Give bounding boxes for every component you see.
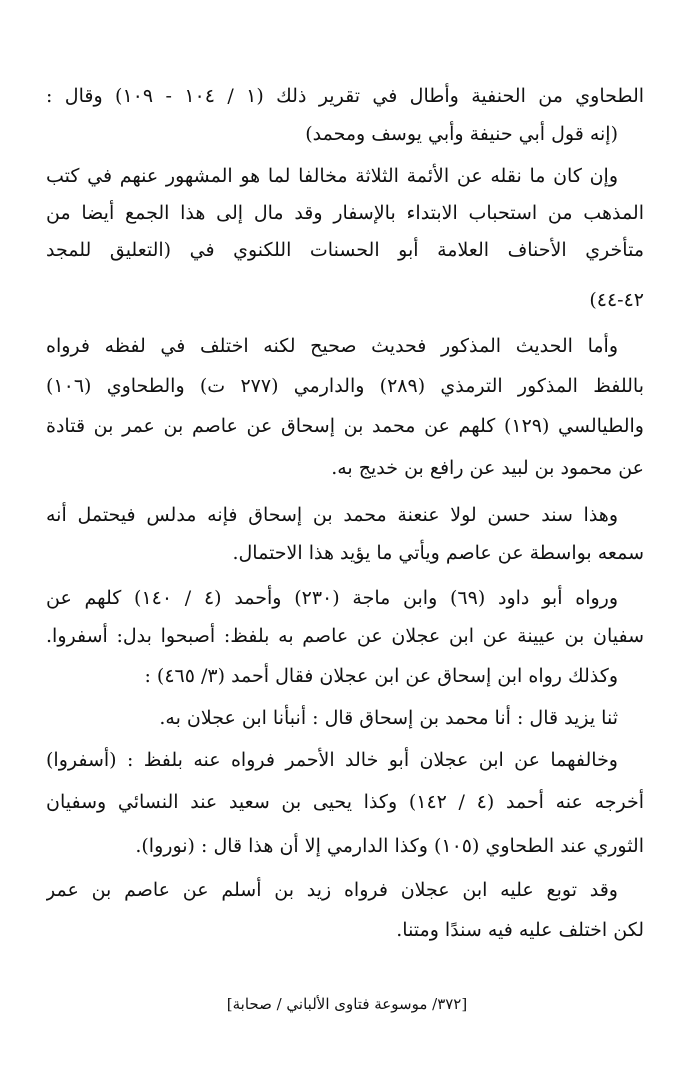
- text-line: الثوري عند الطحاوي (١٠٥) وكذا الدارمي إلا أن هذا قال : (نوروا).: [135, 835, 644, 857]
- text-line: أخرجه عنه أحمد (٤ / ١٤٢) وكذا يحيى بن سعيد عند النسائي وسفيان: [46, 791, 644, 813]
- text-line: المذهب من استحباب الابتداء بالإسفار وقد مال إلى هذا الجمع أيضا من: [46, 202, 644, 224]
- text-line: وكذلك رواه ابن إسحاق عن ابن عجلان فقال أحمد (٣/ ٤٦٥) :: [144, 665, 618, 687]
- text-line: والطيالسي (١٢٩) كلهم عن محمد بن إسحاق عن عاصم بن عمر بن قتادة: [46, 415, 644, 437]
- text-line: (إنه قول أبي حنيفة وأبي يوسف ومحمد): [305, 123, 618, 145]
- text-line: الطحاوي من الحنفية وأطال في تقرير ذلك (١ / ١٠٤ - ١٠٩) وقال :: [46, 85, 644, 107]
- text-line: وهذا سند حسن لولا عنعنة محمد بن إسحاق فإنه مدلس فيحتمل أنه: [46, 504, 618, 526]
- text-line: سفيان بن عيينة عن ابن عجلان عن عاصم به بلفظ: أصبحوا بدل: أسفروا.: [46, 625, 644, 647]
- text-line: باللفظ المذكور الترمذي (٢٨٩) والدارمي (٢٧٧ ت) والطحاوي (١٠٦): [46, 375, 644, 397]
- text-line: وخالفهما عن ابن عجلان أبو خالد الأحمر فرواه عنه بلفظ : (أسفروا): [46, 749, 618, 771]
- text-line: ثنا يزيد قال : أنا محمد بن إسحاق قال : أنبأنا ابن عجلان به.: [159, 707, 618, 729]
- text-line: ورواه أبو داود (٦٩) وابن ماجة (٢٣٠) وأحمد (٤ / ١٤٠) كلهم عن: [46, 587, 618, 609]
- text-line: لكن اختلف عليه فيه سندًا ومتنا.: [396, 919, 644, 941]
- text-line: وأما الحديث المذكور فحديث صحيح لكنه اختلف في لفظه فرواه: [46, 335, 618, 357]
- text-line: وإن كان ما نقله عن الأئمة الثلاثة مخالفا لما هو المشهور عنهم في كتب: [46, 165, 618, 187]
- text-line: ٤٢-٤٤): [589, 289, 644, 311]
- text-line: متأخري الأحناف العلامة أبو الحسنات اللكنوي في (التعليق للمجد: [46, 239, 644, 261]
- text-line: سمعه بواسطة عن عاصم ويأتي ما يؤيد هذا الاحتمال.: [232, 542, 644, 564]
- text-line: عن محمود بن لبيد عن رافع بن خديج به.: [331, 457, 644, 479]
- page-footer: [٣٧٢/ موسوعة فتاوى الألباني / صحابة]: [226, 995, 468, 1013]
- text-line: وقد توبع عليه ابن عجلان فرواه زيد بن أسلم عن عاصم بن عمر: [46, 879, 618, 901]
